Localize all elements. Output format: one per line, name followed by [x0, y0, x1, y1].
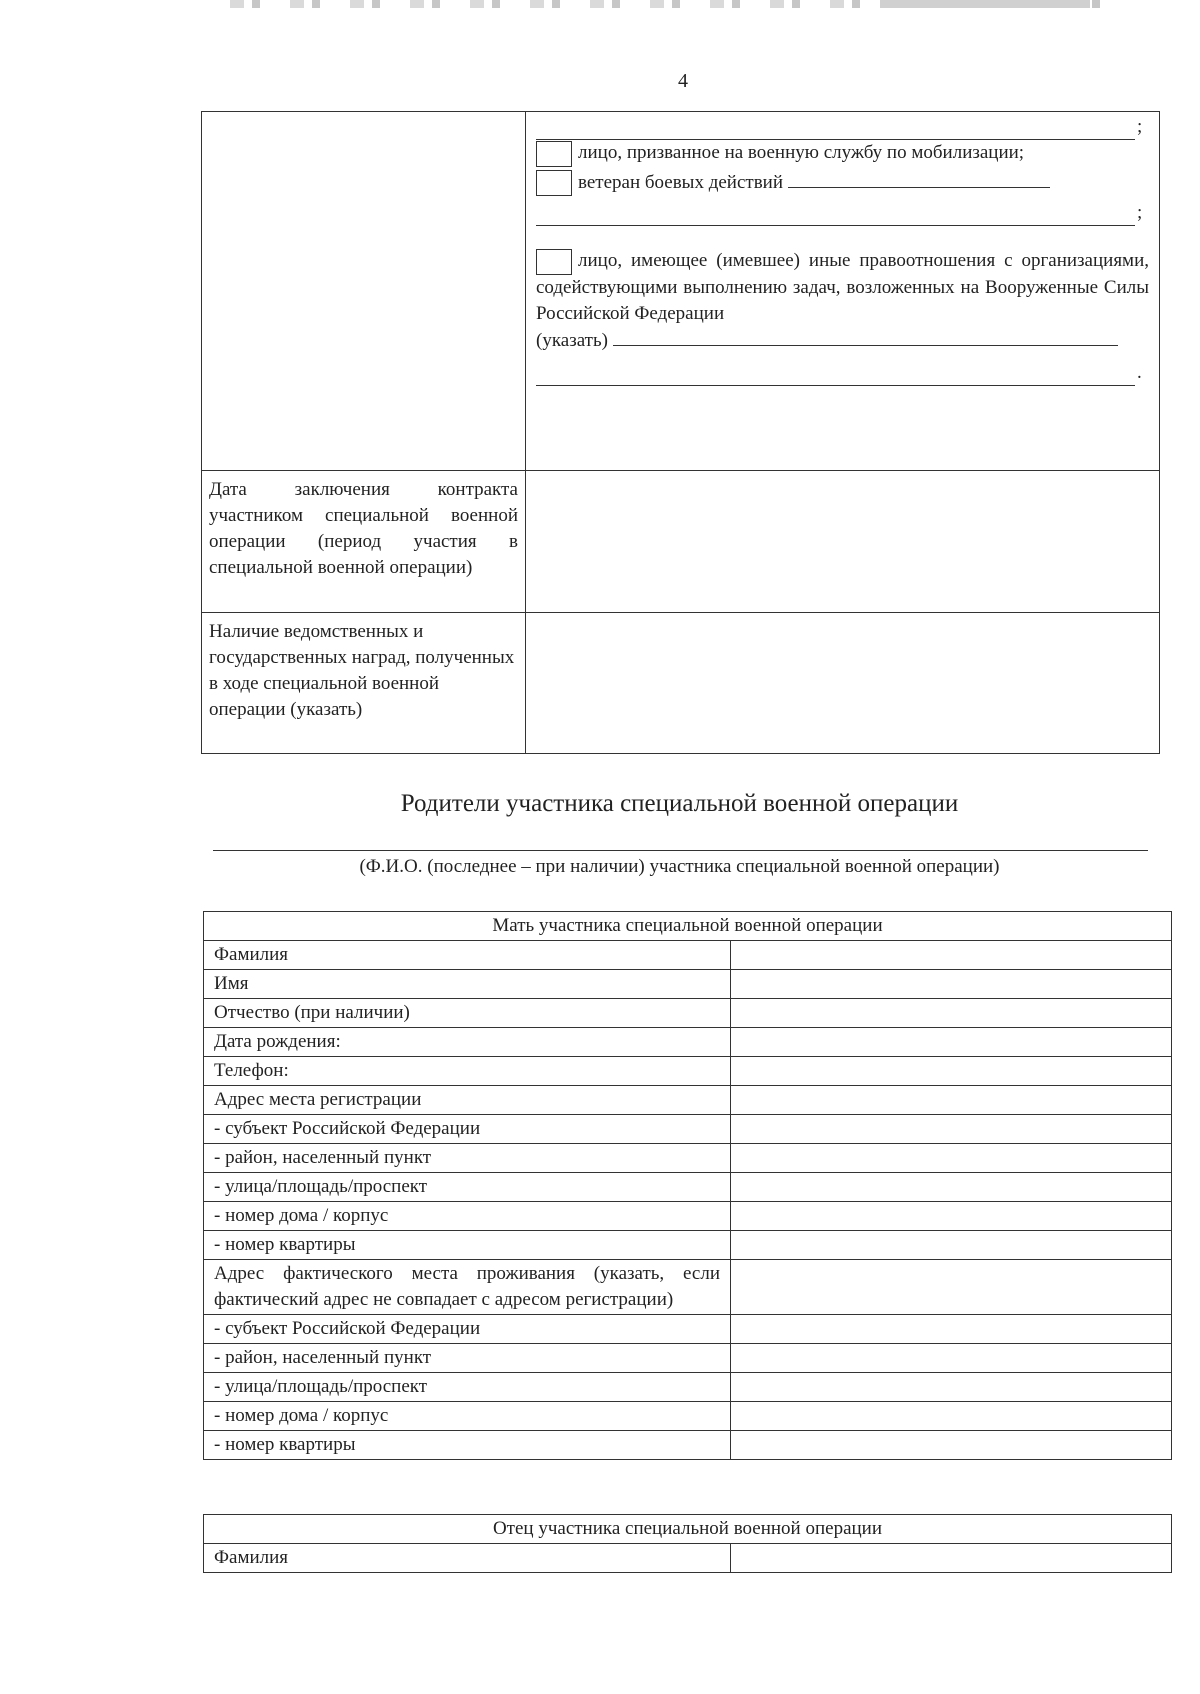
- mother-row-label: - улица/площадь/проспект: [204, 1173, 731, 1201]
- mother-table: [203, 911, 1172, 1460]
- specify-fill-line-2[interactable]: [536, 365, 1135, 386]
- mother-table-header: Мать участника специальной военной операции: [204, 912, 1171, 941]
- mother-row-value[interactable]: [731, 1431, 1171, 1459]
- checkbox-mobilized[interactable]: [536, 141, 572, 167]
- option-veteran: ветеран боевых действий: [536, 169, 1149, 197]
- mother-row-label: - район, населенный пункт: [204, 1144, 731, 1172]
- veteran-fill-line-2[interactable]: [536, 205, 1135, 226]
- checkbox-veteran[interactable]: [536, 170, 572, 196]
- service-table: [201, 111, 1160, 754]
- status-fill-line[interactable]: [536, 119, 1135, 140]
- father-table: [203, 1514, 1172, 1573]
- mother-row-label: Адрес фактического места проживания (указать, если фактический адрес не совпадает с адресом регистрации): [204, 1260, 731, 1314]
- mother-row-value[interactable]: [731, 1260, 1171, 1314]
- mother-row-value[interactable]: [731, 1202, 1171, 1230]
- option-other-relations: лицо, имеющее (имевшее) иные правоотношения с организациями, содействующими выполнению задач, возложенных на Вооруженные Силы Российской Федерации: [536, 250, 1149, 324]
- mother-row-value[interactable]: [731, 1086, 1171, 1114]
- contract-date-value[interactable]: [526, 471, 1159, 612]
- checkbox-other-relations[interactable]: [536, 249, 572, 275]
- mother-row-label: - субъект Российской Федерации: [204, 1315, 731, 1343]
- mother-row-label: Имя: [204, 970, 731, 998]
- mother-row-value[interactable]: [731, 941, 1171, 969]
- mother-row-label: - субъект Российской Федерации: [204, 1115, 731, 1143]
- father-table-header: Отец участника специальной военной операции: [204, 1515, 1171, 1544]
- father-row-value[interactable]: [731, 1544, 1171, 1572]
- mother-row-label: Отчество (при наличии): [204, 999, 731, 1027]
- mother-row-label: Телефон:: [204, 1057, 731, 1085]
- option-mobilized: лицо, призванное на военную службу по мобилизации;: [536, 140, 1149, 167]
- status-options-cell: ; лицо, призванное на военную службу по мобилизации; ветеран боевых действий ; лицо, имеющее (имевшее) иные правоотношения с организациями, содействующими выполнению задач, возложенных на Вооруженные Силы Российской Федерации (указать) .: [526, 112, 1159, 470]
- awards-label: Наличие ведомственных и государственных наград, полученных в ходе специальной военной операции (указать): [202, 613, 526, 753]
- contract-date-label: Дата заключения контракта участником специальной военной операции (период участия в специальной военной операции): [202, 471, 526, 612]
- mother-row-label: - номер квартиры: [204, 1431, 731, 1459]
- mother-row-label: Адрес места регистрации: [204, 1086, 731, 1114]
- mother-row-value[interactable]: [731, 1173, 1171, 1201]
- mother-row-value[interactable]: [731, 1344, 1171, 1372]
- mother-row-label: - номер дома / корпус: [204, 1202, 731, 1230]
- mother-row-value[interactable]: [731, 1144, 1171, 1172]
- father-row-label: Фамилия: [204, 1544, 731, 1572]
- mother-row-value[interactable]: [731, 1028, 1171, 1056]
- mother-row-value[interactable]: [731, 1057, 1171, 1085]
- mother-row-value[interactable]: [731, 970, 1171, 998]
- participant-name-caption: (Ф.И.О. (последнее – при наличии) участника специальной военной операции): [359, 856, 1000, 877]
- empty-label-cell: [202, 112, 526, 470]
- awards-value[interactable]: [526, 613, 1159, 753]
- top-scan-artifact: [230, 0, 1130, 8]
- mother-row-value[interactable]: [731, 1402, 1171, 1430]
- parents-heading: Родители участника специальной военной операции: [400, 790, 959, 817]
- mother-row-value[interactable]: [731, 1315, 1171, 1343]
- specify-row: (указать): [536, 327, 1149, 354]
- veteran-fill-line[interactable]: [788, 169, 1050, 188]
- mother-row-label: - район, населенный пункт: [204, 1344, 731, 1372]
- participant-name-line[interactable]: [213, 850, 1148, 851]
- mother-row-value[interactable]: [731, 1231, 1171, 1259]
- mother-row-label: Фамилия: [204, 941, 731, 969]
- mother-row-label: Дата рождения:: [204, 1028, 731, 1056]
- page-number: 4: [678, 70, 688, 92]
- mother-row-label: - улица/площадь/проспект: [204, 1373, 731, 1401]
- mother-row-label: - номер дома / корпус: [204, 1402, 731, 1430]
- mother-row-value[interactable]: [731, 1115, 1171, 1143]
- mother-row-value[interactable]: [731, 999, 1171, 1027]
- mother-row-value[interactable]: [731, 1373, 1171, 1401]
- specify-fill-line[interactable]: [613, 327, 1118, 346]
- mother-row-label: - номер квартиры: [204, 1231, 731, 1259]
